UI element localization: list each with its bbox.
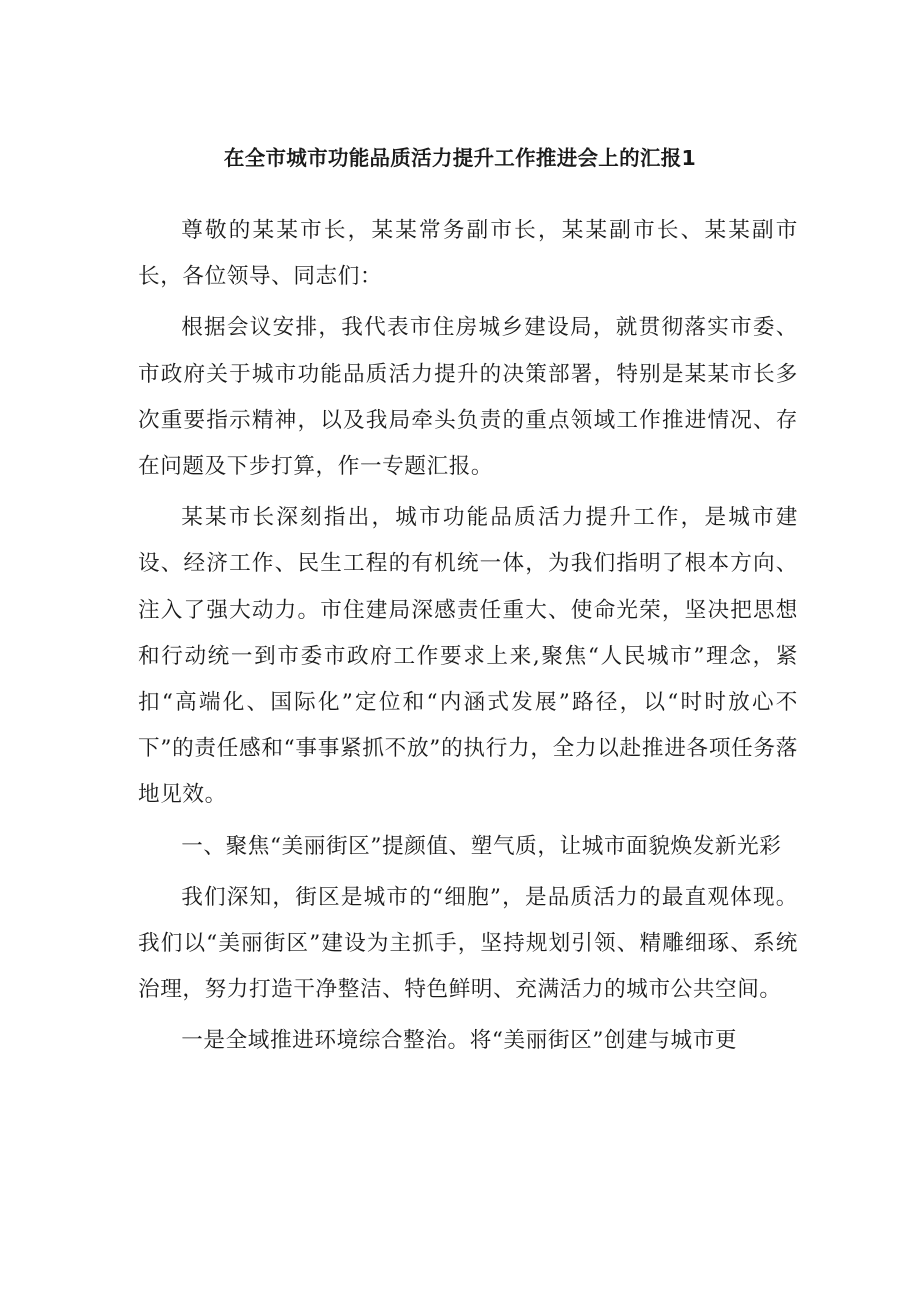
- section-heading: 一、聚焦“美丽街区”提颜值、塑气质，让城市面貌焕发新光彩: [181, 833, 782, 859]
- body-paragraph: 我们深知，街区是城市的“细胞”，是品质活力的最直观体现。我们以“美丽街区”建设为主抓手，坚持规划引领、精雕细琢、系统治理，努力打造干净整洁、特色鲜明、充满活力的城市公共空间。: [138, 884, 798, 1003]
- intro-paragraph: 根据会议安排，我代表市住房城乡建设局，就贯彻落实市委、市政府关于城市功能品质活力提升的决策部署，特别是某某市长多次重要指示精神，以及我局牵头负责的重点领域工作推进情况、存在问题及下步打算，作一专题汇报。: [138, 315, 798, 480]
- document-title: 在全市城市功能品质活力提升工作推进会上的汇报1: [223, 146, 697, 170]
- salutation-paragraph: 尊敬的某某市长，某某常务副市长，某某副市长、某某副市长，各位领导、同志们：: [138, 218, 798, 290]
- body-paragraph: 一是全域推进环境综合整治。将“美丽街区”创建与城市更: [181, 1028, 738, 1054]
- body-paragraph: 某某市长深刻指出，城市功能品质活力提升工作，是城市建设、经济工作、民生工程的有机统一体，为我们指明了根本方向、注入了强大动力。市住建局深感责任重大、使命光荣，坚决把思想和行动统一到市委市政府工作要求上来,聚焦“人民城市”理念，紧扣“高端化、国际化”定位和“内涵式发展”路径，以“时时放心不下”的责任感和“事事紧抓不放”的执行力，全力以赴推进各项任务落地见效。: [138, 505, 798, 808]
- document-body: [138, 208, 798, 1065]
